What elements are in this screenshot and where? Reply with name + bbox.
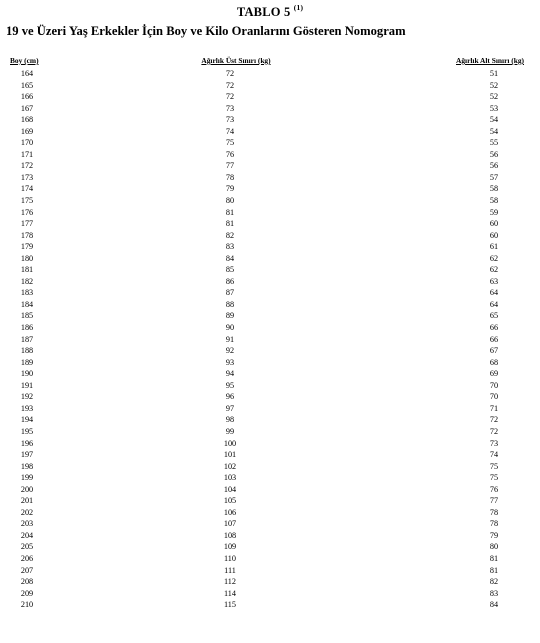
cell-upper-weight: 104 (223, 484, 237, 494)
cell-lower-weight: 51 (489, 69, 499, 78)
cell-upper-weight: 73 (225, 115, 235, 125)
cell-lower-weight: 69 (489, 369, 499, 379)
table-row (0, 345, 540, 357)
cell-lower-weight: 72 (489, 426, 499, 436)
cell-upper-weight: 82 (225, 230, 235, 240)
cell-height: 186 (20, 323, 34, 333)
cell-upper-weight: 86 (225, 276, 235, 286)
cell-lower-weight: 81 (489, 565, 499, 575)
cell-height: 179 (20, 242, 34, 252)
table-row (0, 368, 540, 380)
table-row (0, 507, 540, 519)
table-row (0, 588, 540, 600)
cell-height: 176 (20, 207, 34, 217)
table-row (0, 241, 540, 253)
cell-height: 172 (20, 161, 34, 171)
cell-upper-weight: 111 (224, 565, 236, 575)
table-row (0, 218, 540, 230)
cell-lower-weight: 64 (489, 299, 499, 309)
table-row (0, 438, 540, 450)
table-row (0, 553, 540, 565)
table-row (0, 380, 540, 392)
table-row (0, 334, 540, 346)
cell-upper-weight: 100 (223, 438, 237, 448)
cell-upper-weight: 112 (224, 577, 236, 587)
cell-lower-weight: 78 (489, 507, 499, 517)
cell-lower-weight: 61 (489, 242, 499, 252)
table-row (0, 461, 540, 473)
cell-height: 192 (20, 392, 34, 402)
cell-upper-weight: 110 (224, 553, 236, 563)
cell-lower-weight: 75 (489, 461, 499, 471)
cell-height: 206 (20, 553, 34, 563)
cell-upper-weight: 108 (223, 530, 237, 540)
cell-height: 185 (20, 311, 34, 321)
cell-lower-weight: 73 (489, 438, 499, 448)
cell-upper-weight: 74 (225, 126, 235, 136)
table-row (0, 449, 540, 461)
cell-height: 198 (20, 461, 34, 471)
cell-upper-weight: 96 (225, 392, 235, 402)
cell-lower-weight: 83 (489, 588, 499, 598)
cell-lower-weight: 82 (489, 577, 499, 587)
cell-height: 204 (20, 530, 34, 540)
cell-height: 208 (20, 577, 34, 587)
cell-lower-weight: 60 (489, 219, 499, 229)
cell-upper-weight: 90 (225, 323, 235, 333)
cell-lower-weight: 79 (489, 530, 499, 540)
cell-height: 188 (20, 346, 34, 356)
cell-upper-weight: 114 (224, 588, 236, 598)
cell-lower-weight: 62 (489, 265, 499, 275)
table-row (0, 195, 540, 207)
cell-lower-weight: 54 (489, 126, 499, 136)
nomogram-table (0, 68, 540, 611)
cell-upper-weight: 80 (225, 196, 235, 206)
cell-lower-weight: 76 (489, 484, 499, 494)
cell-lower-weight: 55 (489, 138, 499, 148)
table-row (0, 484, 540, 496)
cell-height: 195 (20, 426, 34, 436)
cell-upper-weight: 95 (225, 380, 235, 390)
table-row (0, 160, 540, 172)
cell-upper-weight: 101 (223, 450, 237, 460)
cell-lower-weight: 68 (489, 357, 499, 367)
table-row (0, 472, 540, 484)
cell-height: 203 (20, 519, 34, 529)
cell-lower-weight: 58 (489, 196, 499, 206)
cell-lower-weight: 80 (489, 542, 499, 552)
cell-lower-weight: 65 (489, 311, 499, 321)
cell-height: 201 (20, 496, 34, 506)
table-row (0, 414, 540, 426)
table-row (0, 287, 540, 299)
cell-height: 174 (20, 184, 34, 194)
cell-height: 199 (20, 473, 34, 483)
cell-upper-weight: 83 (225, 242, 235, 252)
table-row (0, 172, 540, 184)
cell-lower-weight: 77 (489, 496, 499, 506)
cell-upper-weight: 79 (225, 184, 235, 194)
cell-height: 200 (20, 484, 34, 494)
cell-height: 191 (20, 380, 34, 390)
cell-height: 207 (20, 565, 34, 575)
cell-height: 171 (20, 149, 34, 159)
table-row (0, 299, 540, 311)
table-row (0, 114, 540, 126)
cell-upper-weight: 76 (225, 149, 235, 159)
cell-upper-weight: 107 (223, 519, 237, 529)
cell-lower-weight: 59 (489, 207, 499, 217)
cell-height: 169 (20, 126, 34, 136)
table-row (0, 391, 540, 403)
table-row (0, 310, 540, 322)
column-header-height: Boy (cm) (10, 56, 39, 65)
cell-lower-weight: 54 (489, 115, 499, 125)
cell-lower-weight: 56 (489, 149, 499, 159)
table-row (0, 357, 540, 369)
cell-upper-weight: 89 (225, 311, 235, 321)
cell-lower-weight: 74 (489, 450, 499, 460)
cell-lower-weight: 70 (489, 392, 499, 402)
cell-lower-weight: 75 (489, 473, 499, 483)
cell-upper-weight: 91 (225, 334, 235, 344)
table-row (0, 576, 540, 588)
cell-height: 197 (20, 450, 34, 460)
cell-upper-weight: 97 (225, 403, 235, 413)
cell-height: 177 (20, 219, 34, 229)
cell-upper-weight: 98 (225, 415, 235, 425)
cell-height: 183 (20, 288, 34, 298)
cell-height: 194 (20, 415, 34, 425)
cell-upper-weight: 106 (223, 507, 237, 517)
cell-height: 178 (20, 230, 34, 240)
cell-height: 180 (20, 253, 34, 263)
cell-upper-weight: 84 (225, 253, 235, 263)
cell-height: 168 (20, 115, 34, 125)
cell-upper-weight: 115 (224, 600, 236, 610)
table-row (0, 426, 540, 438)
cell-upper-weight: 77 (225, 161, 235, 171)
cell-lower-weight: 71 (489, 403, 499, 413)
cell-upper-weight: 85 (225, 265, 235, 275)
cell-upper-weight: 88 (225, 299, 235, 309)
table-row (0, 565, 540, 577)
table-row (0, 91, 540, 103)
cell-height: 193 (20, 403, 34, 413)
table-row (0, 530, 540, 542)
cell-lower-weight: 66 (489, 323, 499, 333)
cell-lower-weight: 56 (489, 161, 499, 171)
cell-upper-weight: 78 (225, 172, 235, 182)
table-row (0, 518, 540, 530)
cell-height: 196 (20, 438, 34, 448)
cell-lower-weight: 72 (489, 415, 499, 425)
table-row (0, 276, 540, 288)
cell-upper-weight: 87 (225, 288, 235, 298)
cell-upper-weight: 103 (223, 473, 237, 483)
table-row (0, 230, 540, 242)
cell-height: 164 (20, 69, 34, 78)
cell-upper-weight: 92 (225, 346, 235, 356)
cell-lower-weight: 57 (489, 172, 499, 182)
cell-height: 173 (20, 172, 34, 182)
document-subtitle: 19 ve Üzeri Yaş Erkekler İçin Boy ve Kilo Oranlarını Gösteren Nomogram (6, 24, 406, 38)
cell-upper-weight: 105 (223, 496, 237, 506)
table-row (0, 137, 540, 149)
cell-upper-weight: 81 (225, 219, 235, 229)
cell-upper-weight: 72 (225, 69, 235, 78)
cell-height: 166 (20, 92, 34, 102)
cell-upper-weight: 99 (225, 426, 235, 436)
cell-upper-weight: 94 (225, 369, 235, 379)
cell-lower-weight: 58 (489, 184, 499, 194)
cell-height: 189 (20, 357, 34, 367)
table-row (0, 403, 540, 415)
table-row (0, 599, 540, 611)
cell-height: 184 (20, 299, 34, 309)
cell-upper-weight: 81 (225, 207, 235, 217)
table-row (0, 103, 540, 115)
table-row (0, 541, 540, 553)
cell-lower-weight: 70 (489, 380, 499, 390)
cell-upper-weight: 72 (225, 92, 235, 102)
cell-lower-weight: 53 (489, 103, 499, 113)
cell-lower-weight: 66 (489, 334, 499, 344)
document-title (0, 4, 540, 20)
cell-height: 210 (20, 600, 34, 610)
cell-height: 202 (20, 507, 34, 517)
cell-lower-weight: 60 (489, 230, 499, 240)
cell-lower-weight: 52 (489, 80, 499, 90)
cell-upper-weight: 109 (223, 542, 237, 552)
cell-upper-weight: 72 (225, 80, 235, 90)
cell-height: 165 (20, 80, 34, 90)
table-row (0, 126, 540, 138)
table-row (0, 68, 540, 80)
cell-height: 181 (20, 265, 34, 275)
cell-upper-weight: 102 (223, 461, 237, 471)
cell-height: 205 (20, 542, 34, 552)
table-row (0, 322, 540, 334)
table-row (0, 183, 540, 195)
column-header-lower-weight: Ağırlık Alt Sınırı (kg) (456, 56, 524, 65)
table-row (0, 264, 540, 276)
table-row (0, 207, 540, 219)
cell-height: 209 (20, 588, 34, 598)
cell-lower-weight: 67 (489, 346, 499, 356)
cell-lower-weight: 81 (489, 553, 499, 563)
column-header-upper-weight: Ağırlık Üst Sınırı (kg) (201, 56, 271, 65)
cell-lower-weight: 62 (489, 253, 499, 263)
cell-lower-weight: 52 (489, 92, 499, 102)
table-row (0, 80, 540, 92)
cell-height: 187 (20, 334, 34, 344)
cell-upper-weight: 75 (225, 138, 235, 148)
table-row (0, 149, 540, 161)
cell-lower-weight: 78 (489, 519, 499, 529)
title-text: TABLO 5 (236, 5, 291, 20)
cell-lower-weight: 63 (489, 276, 499, 286)
cell-height: 170 (20, 138, 34, 148)
cell-lower-weight: 64 (489, 288, 499, 298)
table-row (0, 495, 540, 507)
cell-height: 182 (20, 276, 34, 286)
cell-height: 175 (20, 196, 34, 206)
cell-upper-weight: 93 (225, 357, 235, 367)
cell-height: 167 (20, 103, 34, 113)
cell-lower-weight: 84 (489, 600, 499, 610)
title-footnote-ref: (1) (293, 3, 304, 12)
cell-upper-weight: 73 (225, 103, 235, 113)
table-row (0, 253, 540, 265)
cell-height: 190 (20, 369, 34, 379)
